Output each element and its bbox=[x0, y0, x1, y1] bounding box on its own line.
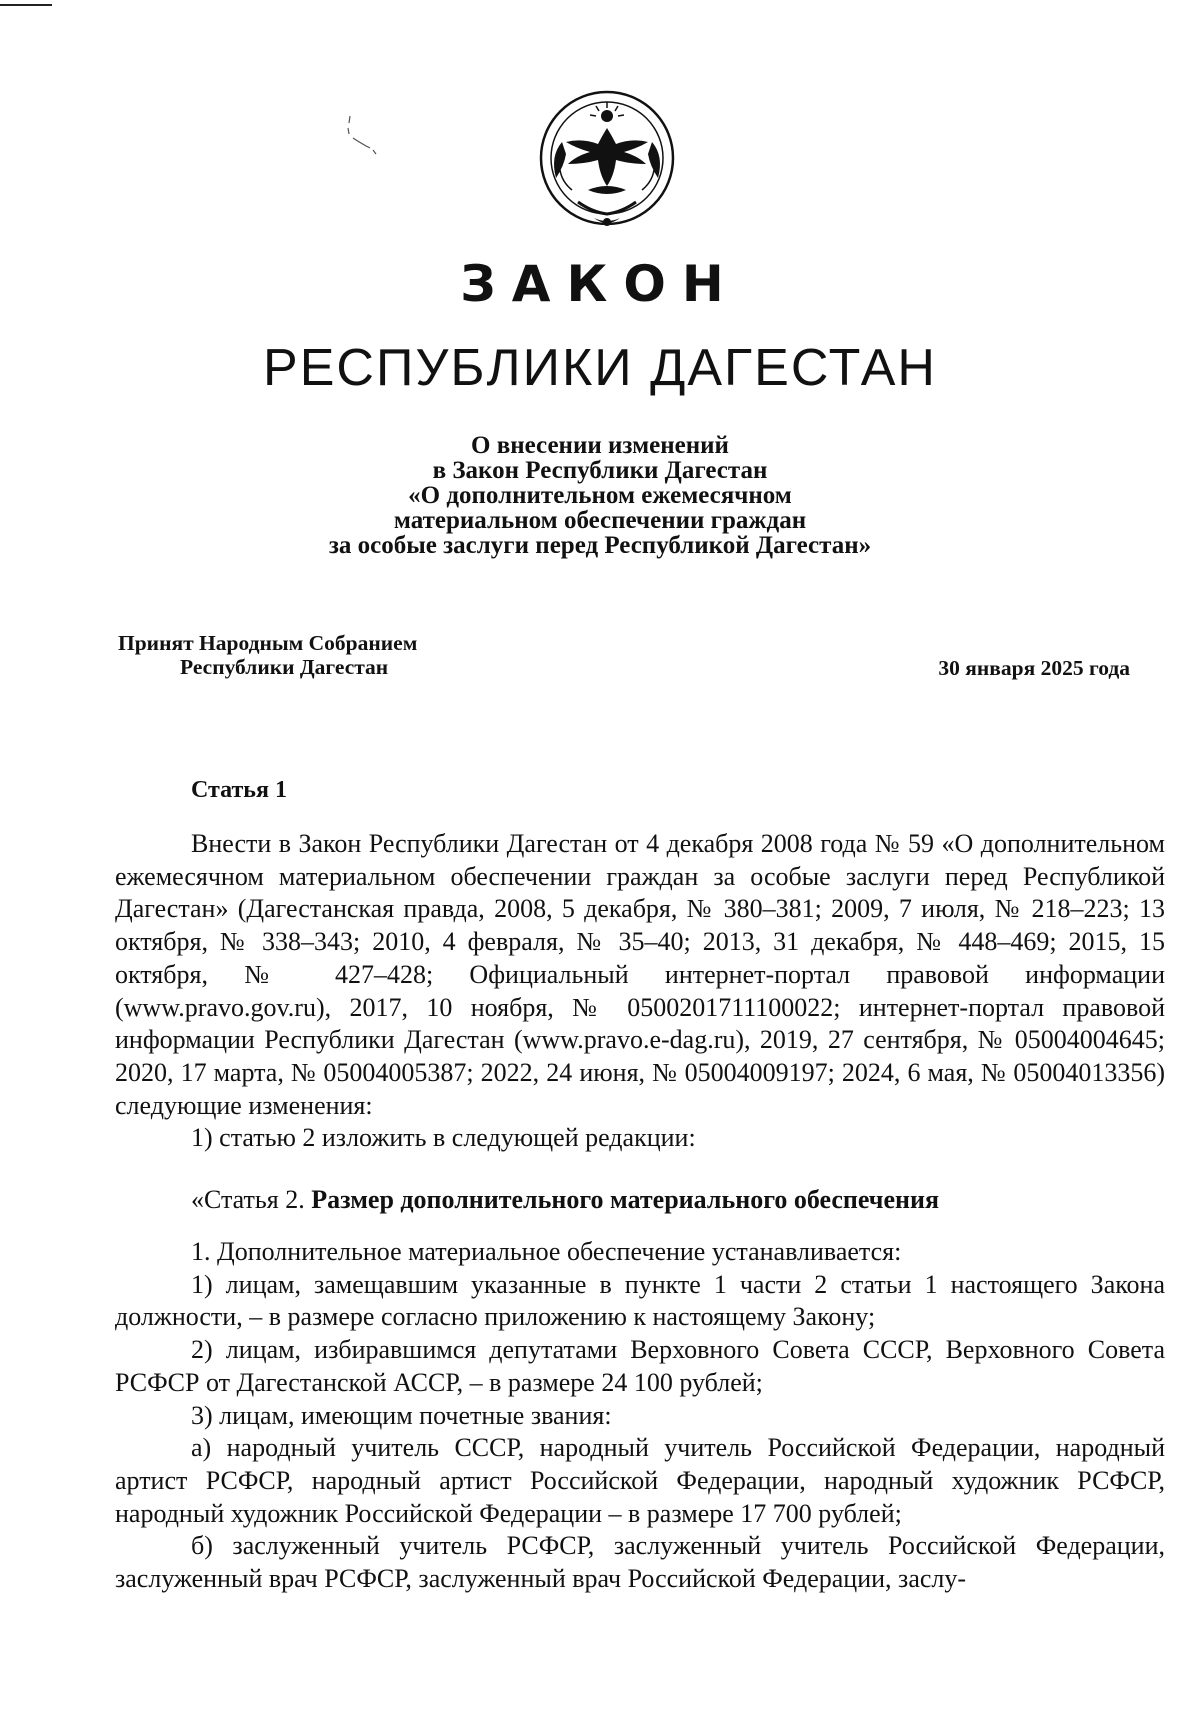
article-2-paragraph: а) народный учитель СССР, народный учитель Российской Федерации, народный артист РСФСР, народный артист Российской Федерации, народный художник РСФСР, народный художник Российской Федерации – в размере 17 700 рублей; bbox=[115, 1433, 1165, 1528]
article-1-intro-paragraph: Внести в Закон Республики Дагестан от 4 декабря 2008 года № 59 «О дополнительном ежемесячном материальном обеспечении граждан за особые заслуги перед Республикой Дагестан» (Дагестанская правда, 2008, 5 декабря, № 380–381; 2009, 7 июля, № 218–223; 13 октября, № 338–343; 2010, 4 февраля, № 35–40; 2013, 31 декабря, № 448–469; 2015, 15 октября, № 427–428; Официальный интернет-портал правовой информации (www.pravo.gov.ru), 2017, 10 ноября, № 0500201711100022; интернет-портал правовой информации Республики Дагестан (www.pravo.e-dag.ru), 2019, 27 сентября, № 05004004645; 2020, 17 марта, № 05004005387; 2022, 24 июня, № 05004009197; 2024, 6 мая, № 05004013356) следующие изменения: bbox=[115, 829, 1165, 1120]
article-2-title: Размер дополнительного материального обеспечения bbox=[311, 1185, 940, 1214]
article-1-heading: Статья 1 bbox=[191, 777, 287, 803]
article-2-paragraph: 2) лицам, избиравшимся депутатами Верховного Совета СССР, Верховного Совета РСФСР от Дагестанской АССР, – в размере 24 100 рублей; bbox=[115, 1335, 1165, 1397]
adopted-by-line2: Республики Дагестан bbox=[180, 655, 389, 679]
subject-line: «О дополнительном ежемесячном bbox=[408, 482, 792, 509]
subject-line: О внесении изменений bbox=[471, 432, 729, 459]
document-title: ЗАКОН bbox=[460, 255, 740, 313]
article-2-paragraph: 1) лицам, замещавшим указанные в пункте 1 части 2 статьи 1 настоящего Закона должности, – в размере согласно приложению к настоящему Закону; bbox=[115, 1269, 1165, 1332]
article-2-paragraph: б) заслуженный учитель РСФСР, заслуженный учитель Российской Федерации, заслуженный врач РСФСР, заслуженный врач Российской Федерации, заслу- bbox=[115, 1531, 1165, 1594]
article-2-heading bbox=[191, 1184, 939, 1216]
scan-artifact-mark bbox=[340, 114, 380, 158]
scan-corner-mark bbox=[0, 4, 52, 6]
adoption-block bbox=[118, 631, 558, 679]
coat-of-arms-icon bbox=[532, 86, 682, 234]
law-subject bbox=[200, 433, 1000, 558]
subject-line: за особые заслуги перед Республикой Дагестан» bbox=[328, 532, 872, 559]
document-subtitle: РЕСПУБЛИКИ ДАГЕСТАН bbox=[263, 339, 937, 397]
subject-line: материальном обеспечении граждан bbox=[393, 507, 807, 534]
article-2-prefix: «Статья 2. bbox=[191, 1185, 312, 1214]
article-2-paragraph: 3) лицам, имеющим почетные звания: bbox=[191, 1400, 612, 1430]
article-2-body bbox=[115, 1236, 1165, 1596]
subject-line: в Закон Республики Дагестан bbox=[432, 457, 768, 484]
article-1-item-1: 1) статью 2 изложить в следующей редакции: bbox=[191, 1123, 696, 1153]
article-1-body bbox=[115, 828, 1165, 1155]
adopted-by-line1: Принят Народным Собранием bbox=[118, 631, 418, 655]
adoption-date: 30 января 2025 года bbox=[938, 656, 1130, 680]
article-2-paragraph: 1. Дополнительное материальное обеспечение устанавливается: bbox=[191, 1237, 902, 1266]
